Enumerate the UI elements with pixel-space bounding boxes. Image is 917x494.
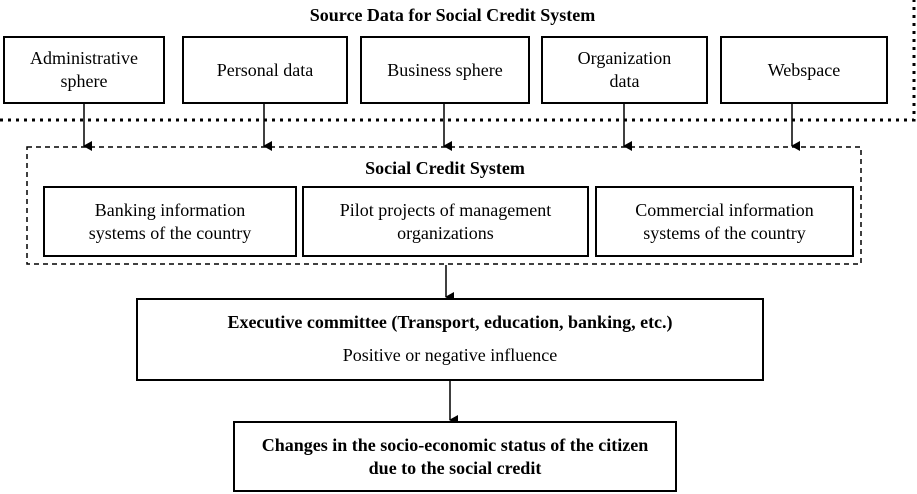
- source-box-label: Business sphere: [387, 59, 503, 80]
- source-box-webspace: [720, 36, 888, 104]
- outcome-box: [233, 421, 677, 492]
- source-section-title: Source Data for Social Credit System: [309, 5, 596, 25]
- source-box-label: Personal data: [216, 59, 314, 80]
- source-box-administrative: [3, 36, 165, 104]
- source-box-organization: [541, 36, 708, 104]
- scs-box-label: Pilot projects of management organizations: [339, 199, 552, 243]
- executive-committee-title: Executive committee (Transport, education, banking, etc.): [227, 312, 673, 332]
- scs-box-label: Commercial information systems of the country: [635, 199, 814, 243]
- source-box-label: Webspace: [767, 59, 841, 80]
- scs-box-commercial: [595, 186, 854, 257]
- scs-box-label: Banking information systems of the country: [88, 199, 252, 243]
- source-box-label: Administrative sphere: [30, 48, 138, 91]
- scs-section-title: Social Credit System: [365, 158, 525, 178]
- scs-box-banking: [43, 186, 297, 257]
- outcome-text: Changes in the socio-economic status of the citizen due to the social credit: [261, 434, 649, 478]
- executive-committee-subtitle: Positive or negative influence: [342, 345, 558, 365]
- scs-box-pilot-projects: [302, 186, 589, 257]
- executive-committee-box: [136, 298, 764, 381]
- source-box-label: Organization data: [577, 48, 672, 91]
- source-box-personal: [182, 36, 348, 104]
- source-box-business: [360, 36, 530, 104]
